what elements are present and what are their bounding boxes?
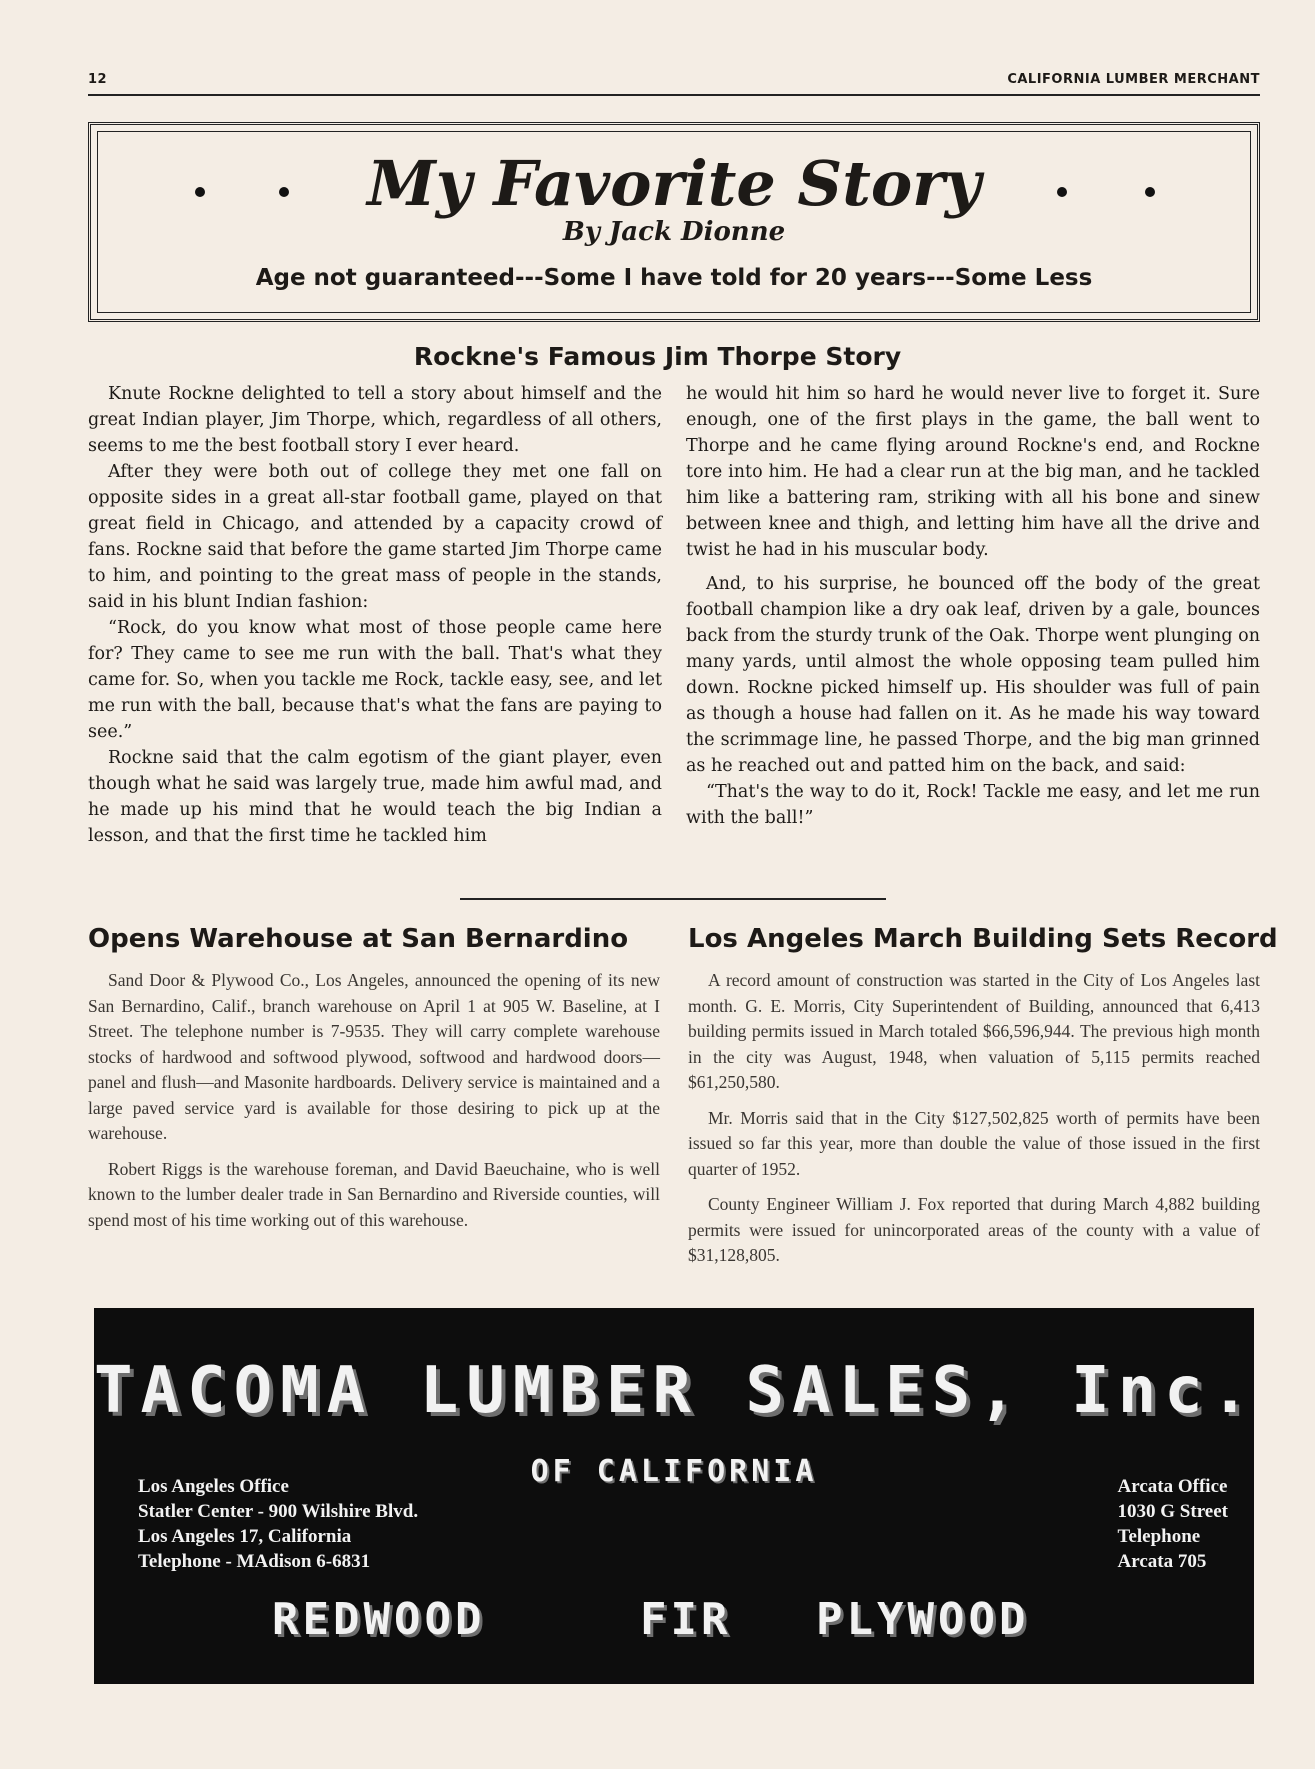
advertisement — [94, 1308, 1258, 1684]
ad-company-name: TACOMA LUMBER SALES, Inc. — [94, 1354, 1258, 1428]
ad-los-angeles-office — [138, 1474, 418, 1574]
ad-products — [94, 1594, 1254, 1654]
story-column-left — [88, 381, 662, 849]
page-number: 12 — [88, 72, 108, 87]
product-plywood: PLYWOOD — [816, 1594, 1030, 1645]
address-line: Los Angeles Office — [138, 1476, 289, 1497]
paragraph: Sand Door & Plywood Co., Los Angeles, announced the opening of its new San Bernardino, Calif., branch warehouse on April 1 at 905 W. Baseline, at I Street. The telephone number is 7-9535. They will carry complete warehouse stocks of hardwood and softwood plywood, softwood and hardwood doors—panel and flush—and Masonite hardboards. Delivery service is maintained and a large paved service yard is available for those desiring to pick up at the warehouse. — [88, 970, 660, 1143]
product-redwood: REDWOOD — [272, 1594, 486, 1645]
paragraph: Robert Riggs is the warehouse foreman, and David Baeuchaine, who is well known to the lumber dealer trade in San Bernardino and Riverside counties, will spend most of his time working out of this warehouse. — [88, 1158, 660, 1230]
paragraph: Rockne said that the calm egotism of the giant player, even though what he said was largely true, made him awful mad, and he made up his mind that he would teach the big Indian a lesson, and that the first time he tackled him — [88, 748, 662, 846]
paragraph: And, to his surprise, he bounced off the body of the great football champion like a dry oak leaf, driven by a gale, bounces back from the sturdy trunk of the Oak. Thorpe went plunging on many yards, until almost the whole opposing team pulled him down. Rockne picked himself up. His shoulder was full of pain as though a house had fallen on it. As he made his way toward the scrimmage line, he passed Thorpe, and the big man grinned as he reached out and patted him on the back, and said: — [686, 574, 1260, 776]
column-title: My Favorite Story — [367, 147, 981, 220]
address-line: Telephone - MAdison 6-6831 — [138, 1551, 371, 1572]
ad-company-subtitle: OF CALIFORNIA — [530, 1454, 818, 1489]
paragraph: he would hit him so hard he would never live to forget it. Sure enough, one of the first plays in the game, the ball went to Thorpe and he came flying around Rockne's end, and Rockne tore into him. He had a clear run at the big man, and he tackled him like a battering ram, striking with all his bone and sinew between knee and thigh, and letting him have all the drive and twist he had in his muscular body. — [686, 384, 1260, 560]
ad-arcata-office — [1118, 1474, 1228, 1574]
paragraph: After they were both out of college they met one fall on opposite sides in a great all-star football game, played on that great field in Chicago, and attended by a capacity crowd of fans. Rockne said that before the game started Jim Thorpe came to him, and pointing to the great mass of people in the stands, said in his blunt Indian fashion: — [88, 462, 662, 612]
paragraph: “Rock, do you know what most of those people came here for? They came to see me run with the ball. That's what they came for. So, when you tackle me Rock, tackle easy, see, and let me run with the ball, because that's what the fans are paying to see.” — [88, 618, 662, 742]
running-header — [88, 70, 1260, 96]
column-tagline: Age not guaranteed---Some I have told for 20 years---Some Less — [255, 265, 1093, 291]
news-item-warehouse — [88, 968, 660, 1243]
section-divider — [460, 898, 886, 900]
address-line: Arcata Office — [1117, 1476, 1228, 1497]
address-line: Arcata 705 — [1117, 1551, 1207, 1572]
column-banner — [88, 122, 1260, 322]
paragraph: “That's the way to do it, Rock! Tackle me easy, and let me run with the ball!” — [686, 782, 1260, 828]
story-headline: Rockne's Famous Jim Thorpe Story — [413, 342, 902, 371]
paragraph: Knute Rockne delighted to tell a story about himself and the great Indian player, Jim Thorpe, which, regardless of all others, seems to me the best football story I ever heard. — [88, 384, 662, 456]
address-line: 1030 G Street — [1117, 1501, 1228, 1522]
paragraph: Mr. Morris said that in the City $127,502,825 worth of permits have been issued so far this year, more than double the value of those issued in the first quarter of 1952. — [688, 1107, 1260, 1179]
address-line: Telephone — [1117, 1526, 1201, 1547]
news-headline-warehouse: Opens Warehouse at San Bernardino — [88, 924, 629, 954]
news-headline-building: Los Angeles March Building Sets Record — [688, 924, 1278, 954]
news-item-building — [688, 968, 1260, 1279]
address-line: Los Angeles 17, California — [138, 1526, 352, 1547]
magazine-name: CALIFORNIA LUMBER MERCHANT — [1007, 72, 1260, 87]
product-fir: FIR — [640, 1594, 732, 1645]
story-column-right — [686, 381, 1260, 831]
paragraph: A record amount of construction was started in the City of Los Angeles last month. G. E. Morris, City Superintendent of Building, announced that 6,413 building permits issued in March totaled $66,596,944. The previous high month in the city was August, 1948, when valuation of 5,115 permits reached $61,250,580. — [688, 970, 1260, 1092]
address-line: Statler Center - 900 Wilshire Blvd. — [138, 1501, 419, 1522]
column-byline: By Jack Dionne — [562, 217, 786, 247]
paragraph: County Engineer William J. Fox reported that during March 4,882 building permits were issued for unincorporated areas of the county with a value of $31,128,805. — [688, 1194, 1260, 1265]
